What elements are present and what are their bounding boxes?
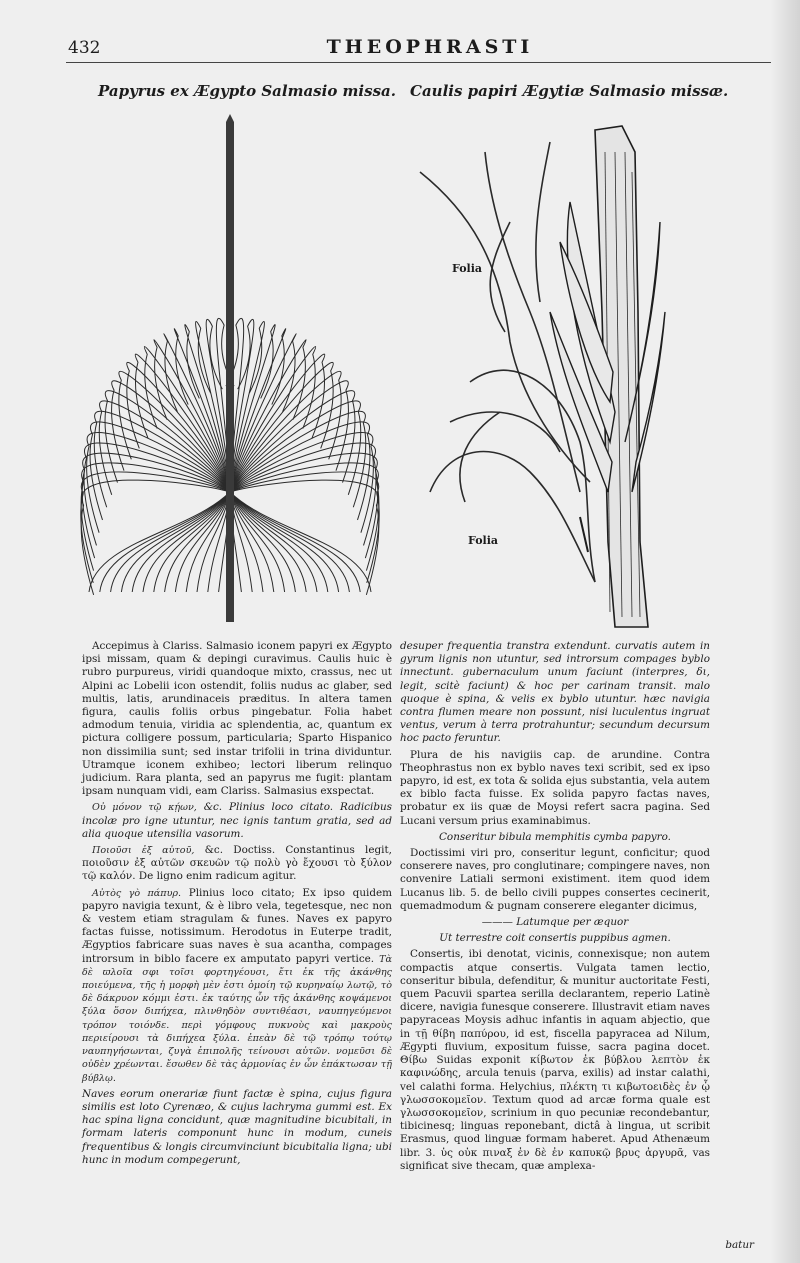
- greek-lemma: Αὐτὸς γὸ πάπυρ.: [92, 887, 182, 899]
- running-head: THEOPHRASTI: [326, 36, 534, 58]
- label-folia-lower: Folia: [468, 534, 499, 547]
- catchword: batur: [725, 1239, 754, 1251]
- paragraph-text: &c. Doctiss. Constantinus legit, ποιοῦσιν ἐξ αὐτῶν σκευῶν τῷ πολὺ γὸ ἔχουσι τὸ ξύλον τῷ καλόν. De ligno enim radicum agitur.: [82, 844, 392, 883]
- header-rule: [66, 62, 771, 63]
- text-column-right: [400, 640, 710, 1176]
- verse-quotation: ——— Latumque per æquor: [481, 916, 629, 929]
- label-folia-upper: Folia: [452, 262, 483, 275]
- verse-quotation: Conseritur bibula memphitis cymba papyro.: [438, 830, 671, 843]
- paragraph: Doctissimi viri pro, conseritur legunt, conficitur; quod conserere naves, pro conglutinare; compingere naves, non convenire Latiali sermoni existiment. item quod idem Lucanus lib. 5. de bello civili puppes consertes cecinerit, quemadmodum & pugnam conserere eleganter dicimus,: [400, 847, 710, 912]
- greek-lemma: Ποιοῦσι ἐξ αὐτοῦ,: [92, 845, 195, 857]
- greek-lemma: Οὐ μόνον τῷ κῄων,: [92, 802, 197, 814]
- page-header: [0, 34, 800, 64]
- paragraph: [82, 801, 392, 841]
- figure-caption-left: Papyrus ex Ægypto Salmasio missa.: [98, 82, 396, 100]
- page-number: 432: [68, 38, 101, 58]
- paragraph-text: &c. Plinius loco citato. Radicibus incolæ pro igne utuntur, nec ignis tantum gratia, sed ad alia quoque utensilia vasorum.: [82, 801, 393, 840]
- text-column-left: [82, 640, 392, 1170]
- papyrus-stalk-illustration: [410, 112, 680, 637]
- paragraph: Consertis, ibi denotat, vicinis, connexisque; non autem compactis atque consertis. Vulgata tamen lectio, conseritur bibula, defenditur, & munitur auctoritate Festi, quem Pacuvii spartea serilla declarantem, reperio Latinè dicere, navigia funesque conserere. Illustravit etiam naves papyraceas Moysis adhuc infantis in aquam abjectio, que in τῇ θίβη παπύρου, id est, fiscella papyracea ad Nilum, Ægypti fluvium, expositum fuisse, sacra pagina docet. Θίβω Suidas exponit κίβωτον ἐκ βύβλου λεπτὸν ἐκ καφινώδης, arcula tenuis (parva, exilis) ad instar calathi, vel calathi forma. Helychius, πλέκτη τι κιβωτοειδὲς ἐν ᾧ γλωσσοκομεῖον. Textum quod ad arcæ forma quale est γλωσσοκομεῖον, scrinium in quo pecuniæ recondebantur, tibicinesq; linguas reponebant, dictâ à lingua, ut scribit Erasmus, quod linguæ formam haberet. Apud Athenæum libr. 3. ὑς οὐκ πιναξ ἐν δὲ ἐν καπυκῷ βρυς ἀργυρᾶ, vas significat sive thecam, quæ amplexa-: [400, 948, 710, 1172]
- verse-quotation: Ut terrestre coit consertis puppibus agmen.: [439, 932, 671, 945]
- paragraph: Plura de his navigiis cap. de arundine. Contra Theophrastus non ex byblo naves texi scribit, sed ex ipso papyro, id est, ex tota & solida ejus substantia, vela autem ex biblo facta fuisse. Ex solida papyro factas naves, probatur ex iis quæ de Moysi refert sacra pagina. Sed Lucani versum prius examinabimus.: [400, 748, 710, 827]
- paragraph-text: Plinius loco citato; Ex ipso quidem papyro navigia texunt, & è libro vela, tegetesque, nec non & vestem etiam stragulam & funes. Naves ex papyro factas fuisse, notissimum. Herodotus in Euterpe tradit, Ægyptios fabricare suas naves è sua acantha, compages introrsum in biblo facere ex amputato papyri vertice.: [82, 886, 392, 965]
- greek-quotation: Τὰ δὲ ϖλοῖα σφι τοῖσι φορτηγέουσι, ἔτι ἐκ τῆς ἀκάνθης ποιεύμενα, τῆς ἡ μορφὴ μὲν ἐστι ὁμοίη τῷ κυρηναίῳ λωτῷ, τὸ δὲ δάκρυον κόμμι ἐστι. ἐκ ταύτης ὦν τῆς ἀκάνθης κοψάμενοι ξύλα ὅσον διπήχεα, πλινθηδὸν συντιθέασι, ναυπηγεύμενοι τρόπον τοιόνδε. περὶ γόμφους πυκνοὺς καὶ μακροὺς περιείρουσι τὰ διπήχεα ξύλα. ἐπεὰν δὲ τῷ τρόπῳ τούτῳ ναυπηγήσωνται, ζυγὰ ἐπιπολῆς τείνουσι αὐτῶν. νομεῦσι δὲ οὐδὲν χρέωνται. ἔσωθεν δὲ τὰς ἁρμονίας ἐν ὦν ἐπάκτωσαν τῇ βύβλῳ.: [82, 953, 393, 1084]
- figure-caption-right: Caulis papiri Ægytiæ Salmasio missæ.: [410, 82, 729, 100]
- papyrus-umbel-illustration: [80, 112, 380, 637]
- paragraph: Accepimus à Clariss. Salmasio iconem papyri ex Ægypto ipsi missam, quam & depingi curavimus. Caulis huic è rubro purpureus, viridi quandoque mixto, crassus, nec ut Alpini ac Lobelii icon ostendit, foliis nudus ac glaber, sed multis, latis, arundinaceis præditus. In altera tamen figura, caulis foliis orbus pingebatur. Folia habet admodum tenuia, viridia ac splendentia, ac, quantum ex pictura colligere possum, particularia; Sparto Hispanico non dissimilia sunt; sed instar trifolii in trina dividuntur. Utramque iconem exhibeo; lectori liberum relinquo judicium. Rara planta, sed an papyrus me fugit: plantam ipsam nunquam vidi, eam Clariss. Salmasius exspectat.: [82, 640, 392, 798]
- paragraph: Naves eorum onerariæ fiunt factæ è spina, cujus figura similis est loto Cyrenæo, & cujus lachryma gummi est. Ex hac spina ligna concidunt, quæ magnitudine bicubitali, in formam lateris componunt hunc in modum, cuneis frequentibus & longis circumvinciunt bicubitalia ligna; ubi hunc in modum compegerunt,: [82, 1087, 392, 1166]
- paragraph: desuper frequentia transtra extendunt. curvatis autem in gyrum lignis non utuntur, sed introrsum compages byblo innectunt. gubernaculum unum faciunt (interpres, δι, legit, scitè faciunt) & hoc per carinam transit. malo quoque è spina, & velis ex byblo utuntur. hæc navigia contra flumen meare non possunt, nisi luculentus ingruat ventus, verum à terra protrahuntur; secundum decursum hoc pacto feruntur.: [400, 640, 710, 745]
- paragraph: [82, 844, 392, 884]
- paragraph: [82, 887, 392, 1085]
